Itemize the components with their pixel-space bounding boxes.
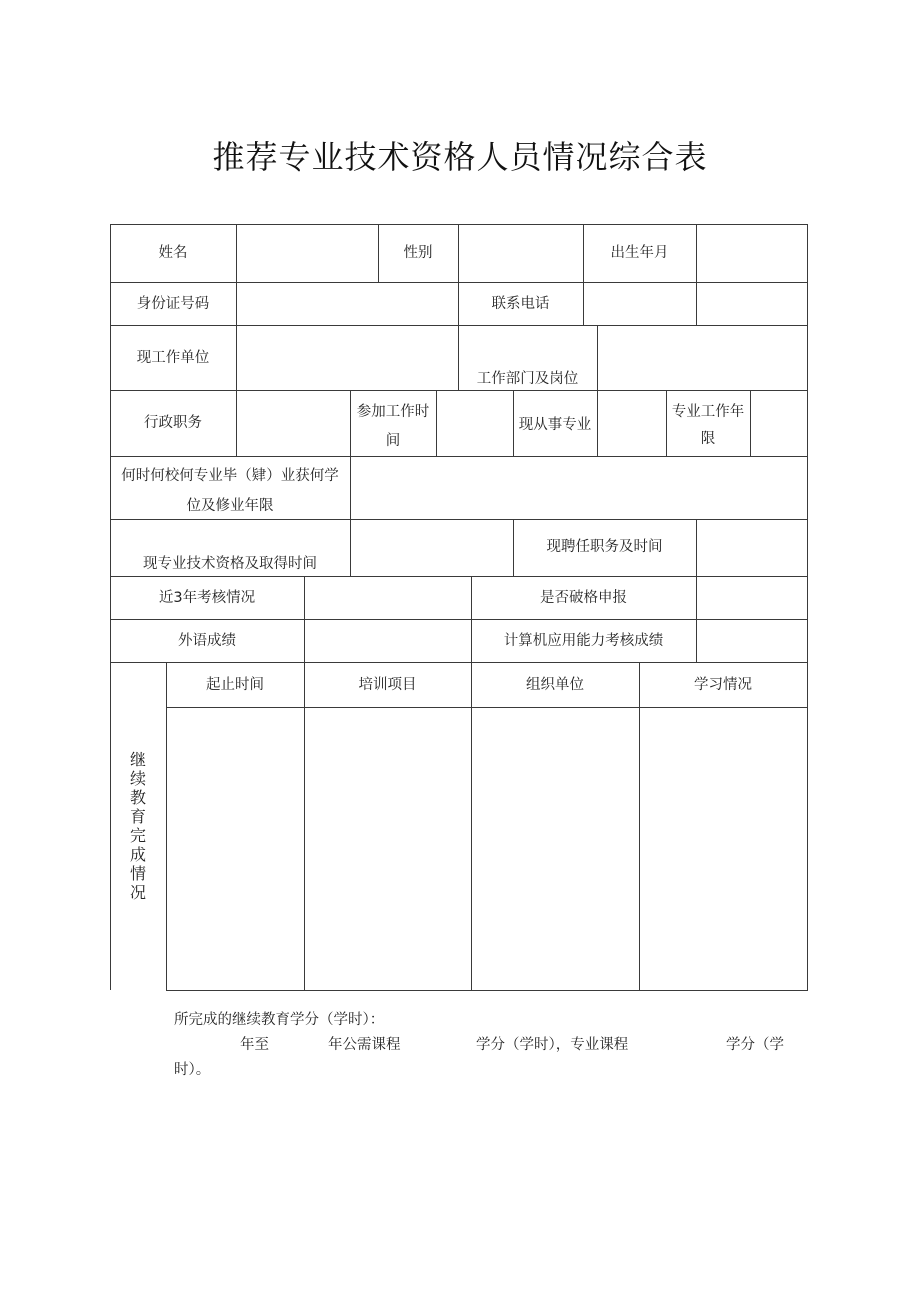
col-line bbox=[166, 662, 167, 990]
col-line bbox=[304, 576, 305, 662]
footer-public-course: 年公需课程 bbox=[328, 1037, 401, 1053]
footer-credits-major: 学分（学时），专业课程 bbox=[476, 1037, 629, 1053]
row-line bbox=[110, 325, 808, 326]
header-period: 起止时间 bbox=[206, 677, 264, 693]
row-line bbox=[166, 990, 808, 991]
col-line bbox=[236, 390, 237, 456]
label-gender: 性别 bbox=[403, 245, 433, 261]
label-department: 工作部门及岗位 bbox=[476, 371, 579, 387]
col-line bbox=[597, 390, 598, 456]
col-line bbox=[236, 282, 237, 325]
label-id-number: 身份证号码 bbox=[136, 296, 210, 312]
label-hired-post: 现聘任职务及时间 bbox=[546, 539, 663, 555]
col-line bbox=[471, 662, 472, 990]
footer-credits-intro: 所完成的继续教育学分（学时）： bbox=[174, 1012, 385, 1028]
vertical-char: 况 bbox=[129, 883, 146, 902]
header-study: 学习情况 bbox=[694, 677, 752, 693]
row-line bbox=[110, 224, 808, 225]
label-graduation-2: 位及修业年限 bbox=[186, 498, 274, 514]
col-line bbox=[639, 662, 640, 990]
col-line bbox=[597, 325, 598, 390]
label-name: 姓名 bbox=[158, 245, 188, 261]
header-organizer: 组织单位 bbox=[526, 677, 584, 693]
col-line bbox=[583, 282, 584, 325]
label-exceptional: 是否破格申报 bbox=[540, 590, 627, 606]
col-line bbox=[236, 325, 237, 390]
label-continuing-education bbox=[128, 750, 148, 902]
row-line bbox=[110, 456, 808, 457]
label-phone: 联系电话 bbox=[491, 296, 550, 312]
col-line bbox=[696, 282, 697, 325]
col-line bbox=[696, 519, 697, 576]
row-line bbox=[110, 519, 808, 520]
vertical-char: 续 bbox=[129, 769, 146, 788]
label-birth: 出生年月 bbox=[610, 245, 669, 261]
col-line bbox=[436, 390, 437, 456]
label-computer: 计算机应用能力考核成绩 bbox=[503, 633, 664, 649]
col-line bbox=[750, 390, 751, 456]
header-project: 培训项目 bbox=[358, 677, 417, 693]
col-line bbox=[696, 576, 697, 662]
label-join-work-2: 间 bbox=[385, 433, 401, 449]
row-line bbox=[110, 619, 808, 620]
label-join-work-1: 参加工作时 bbox=[356, 404, 430, 420]
col-line bbox=[696, 224, 697, 282]
form-title: 推荐专业技术资格人员情况综合表 bbox=[212, 138, 708, 176]
col-line bbox=[304, 662, 305, 990]
vertical-char: 育 bbox=[129, 807, 146, 826]
vertical-char: 教 bbox=[129, 788, 146, 807]
vertical-char: 成 bbox=[129, 845, 146, 864]
row-line bbox=[166, 707, 808, 708]
label-graduation-1: 何时何校何专业毕（肄）业获何学 bbox=[121, 468, 339, 484]
label-language: 外语成绩 bbox=[178, 633, 236, 649]
col-line bbox=[236, 224, 237, 282]
vertical-char: 继 bbox=[129, 750, 146, 769]
row-line bbox=[110, 282, 808, 283]
col-line bbox=[458, 224, 459, 282]
col-line bbox=[807, 224, 808, 991]
col-line bbox=[350, 519, 351, 576]
col-line bbox=[350, 456, 351, 519]
label-current-major: 现从事专业 bbox=[518, 417, 592, 433]
label-major-years-2: 限 bbox=[700, 431, 716, 447]
label-admin-post: 行政职务 bbox=[144, 415, 202, 431]
footer-year-to: 年至 bbox=[240, 1037, 269, 1053]
vertical-char: 情 bbox=[129, 864, 146, 883]
label-qualification: 现专业技术资格及取得时间 bbox=[143, 556, 317, 572]
vertical-char: 完 bbox=[129, 826, 146, 845]
row-line bbox=[110, 662, 808, 663]
label-assessment: 近3年考核情况 bbox=[158, 590, 256, 606]
footer-line-end: 时）。 bbox=[174, 1062, 211, 1078]
footer-credits-end: 学分（学 bbox=[726, 1037, 784, 1053]
label-work-unit: 现工作单位 bbox=[136, 350, 210, 366]
label-major-years-1: 专业工作年 bbox=[671, 404, 745, 420]
